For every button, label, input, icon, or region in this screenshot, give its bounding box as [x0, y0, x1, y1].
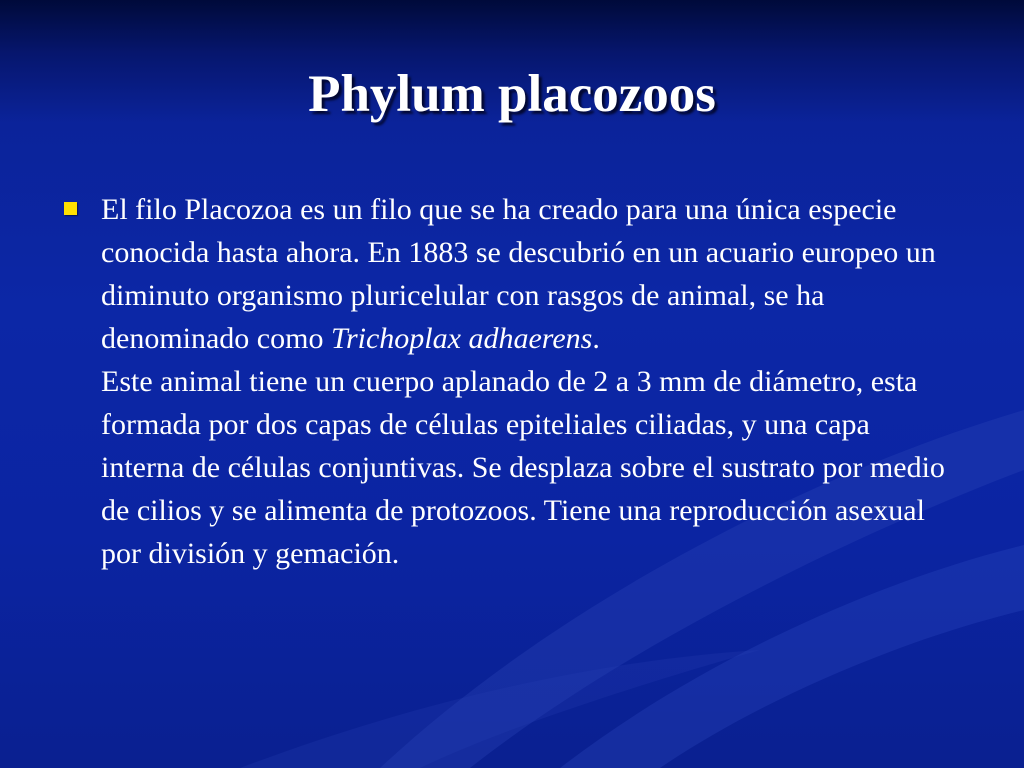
- paragraph-1-text: El filo Placozoa es un filo que se ha creado para una única especie conocida hasta ahora. En 1883 se descubrió en un acuario europeo un diminuto organismo pluricelular con rasgos de animal, se ha denominado como: [101, 193, 936, 355]
- slide-body: [60, 188, 960, 575]
- slide-title: Phylum placozoos: [308, 65, 716, 123]
- bullet-paragraph-1: [101, 188, 960, 360]
- bullet-item: [60, 188, 960, 575]
- species-name: Trichoplax adhaerens: [330, 322, 593, 355]
- square-bullet-icon: [64, 202, 77, 215]
- paragraph-1-period: .: [592, 322, 600, 355]
- bullet-paragraph-2: Este animal tiene un cuerpo aplanado de 2 a 3 mm de diámetro, esta formada por dos capas de células epiteliales ciliadas, y una capa interna de células conjuntivas. Se desplaza sobre el sustrato por medio de cilios y se alimenta de protozoos. Tiene una reproducción asexual por división y gemación.: [101, 365, 945, 570]
